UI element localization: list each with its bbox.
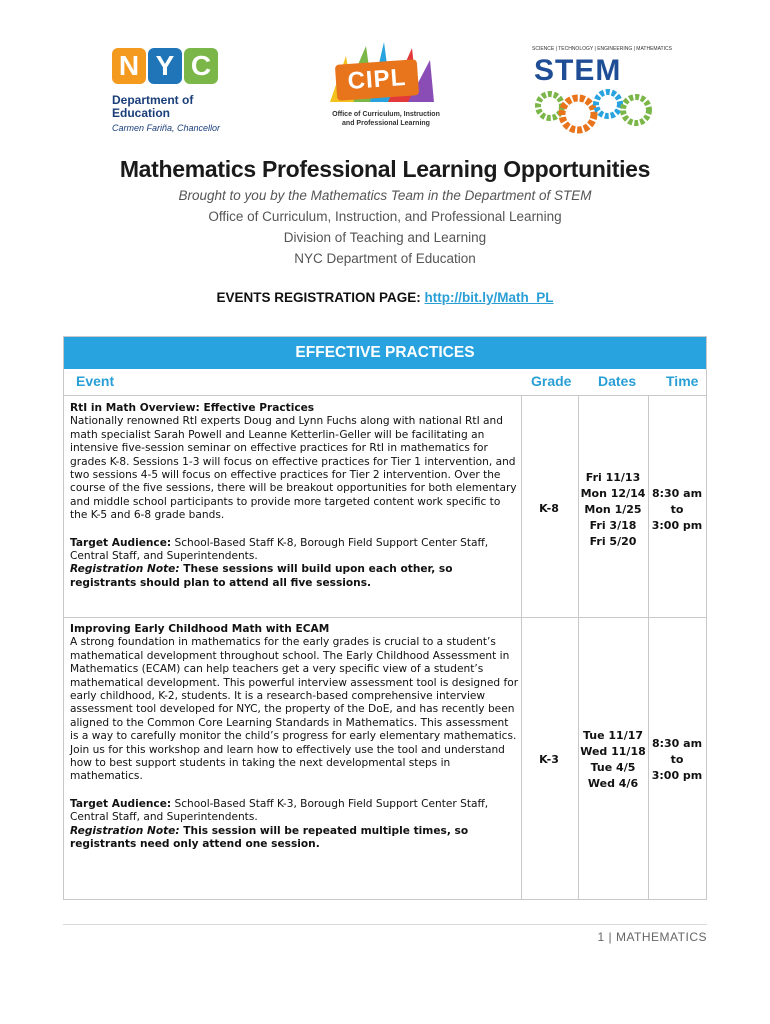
cipl-logo (322, 42, 446, 142)
event-time-start: 8:30 am (651, 737, 703, 750)
event-date: Mon 1/25 (584, 503, 642, 516)
event-date: Wed 4/6 (587, 777, 639, 790)
audience-label: Target Audience: (70, 536, 172, 549)
event-time (648, 736, 706, 784)
cipl-badge (335, 59, 419, 101)
event-grade: K-3 (539, 753, 559, 766)
event-name: Improving Early Childhood Math with ECAM (70, 623, 330, 635)
nyc-doe-logo (112, 48, 252, 138)
audience-label: Target Audience: (70, 797, 172, 810)
column-header-dates: Dates (598, 373, 637, 389)
note-text: This session will be repeated multiple times, so registrants need only attend one session. (70, 824, 469, 851)
row-divider (64, 617, 706, 618)
column-divider (521, 395, 522, 899)
event-time-end: 3:00 pm (651, 519, 703, 532)
event-date: Fri 3/18 (589, 519, 637, 532)
event-date: Fri 11/13 (585, 471, 641, 484)
event-time (648, 486, 706, 534)
cipl-subtitle: Office of Curriculum, Instruction and Professional Learning (332, 111, 440, 127)
event-date: Wed 11/18 (580, 745, 646, 758)
note-label: Registration Note: (70, 824, 180, 837)
nyc-dept-label: Department of Education (112, 93, 194, 120)
event-name: RtI in Math Overview: Effective Practices (70, 402, 315, 414)
subtitle-line-2: Office of Curriculum, Instruction, and Professional Learning (208, 209, 562, 224)
gears-icon (532, 86, 662, 146)
stem-word: STEM (534, 54, 622, 87)
event-description: Nationally renowned RtI experts Doug and Lynn Fuchs along with national RtI and math specialist Sarah Powell and Leanne Ketterlin-Geller will be facilitating an intensive five-session seminar on effective practices for RtI in mathematics for grades K-8. Sessions 1-3 will focus on effective practices for Tier 1 intervention, and two sessions 4-5 will focus on effective practices for Tier 2 intervention. Over the course of the five sessions, there will be breakout opportunities for both elementary and middle school participants to provide more targeted content work specific to the K-5 and 6-8 grade bands. (70, 415, 517, 522)
event-date: Tue 4/5 (590, 761, 636, 774)
event-time-sep: to (670, 503, 684, 516)
event-time-start: 8:30 am (651, 487, 703, 500)
stem-logo (532, 46, 672, 142)
page-title: Mathematics Professional Learning Opportunities (119, 156, 651, 182)
stem-tagline: SCIENCE | TECHNOLOGY | ENGINEERING | MATHEMATICS (532, 46, 672, 52)
event-time-sep: to (670, 753, 684, 766)
column-header-grade: Grade (531, 373, 572, 389)
subtitle-line-3: Division of Teaching and Learning (283, 230, 487, 245)
table-row (70, 402, 520, 590)
event-date: Tue 11/17 (582, 729, 644, 742)
event-dates (578, 728, 648, 792)
page-footer: 1 | MATHEMATICS (597, 930, 707, 944)
logo-bar (0, 0, 770, 150)
nyc-chancellor-label: Carmen Fariña, Chancellor (112, 123, 221, 133)
table-heading: EFFECTIVE PRACTICES (64, 337, 706, 369)
footer-divider (63, 924, 707, 925)
cipl-word: CIPL (346, 63, 408, 96)
audience-text: School-Based Staff K-8, Borough Field Support Center Staff, Central Staff, and Superintendents. (70, 536, 489, 563)
column-header-time: Time (666, 373, 699, 389)
audience-text: School-Based Staff K-3, Borough Field Support Center Staff, Central Staff, and Superintendents. (70, 797, 489, 824)
nyc-letter-n: N (112, 48, 146, 84)
note-text: These sessions will build upon each other, so registrants should plan to attend all five sessions. (70, 563, 453, 589)
row-divider (64, 395, 706, 396)
subtitle-line-1: Brought to you by the Mathematics Team in the Department of STEM (178, 188, 592, 203)
note-label: Registration Note: (70, 563, 180, 576)
event-time-end: 3:00 pm (651, 769, 703, 782)
registration-line (0, 290, 770, 305)
registration-label: EVENTS REGISTRATION PAGE: (216, 290, 425, 305)
nyc-letter-y: Y (148, 48, 182, 84)
event-date: Mon 12/14 (580, 487, 646, 500)
registration-link[interactable]: http://bit.ly/Math_PL (424, 290, 554, 305)
subtitle-line-4: NYC Department of Education (294, 251, 476, 266)
event-grade: K-8 (539, 502, 559, 515)
nyc-letter-c: C (184, 48, 218, 84)
column-divider (648, 395, 649, 899)
events-table (63, 336, 707, 900)
event-description: A strong foundation in mathematics for the early grades is crucial to a student’s mathematical development throughout school. The Early Childhood Assessment in Mathematics (ECAM) can help teachers get a very specific view of a student’s mathematical development. This powerful interview assessment tool is designed for early childhood, K-2, students. It is a research-based comprehensive interview assessment tool developed for NYC, the property of the DoE, and has recently been aligned to the Common Core Learning Standards in Mathematics. This assessment is a way to carefully monitor the child’s progress for early elementary mathematics. Join us for this workshop and learn how to effectively use the tool and understand how to best support students in taking the next developmental steps in mathematics. (70, 636, 519, 783)
event-dates (578, 470, 648, 550)
column-header-event: Event (76, 373, 115, 389)
event-date: Fri 5/20 (589, 535, 637, 548)
table-row (70, 623, 520, 852)
